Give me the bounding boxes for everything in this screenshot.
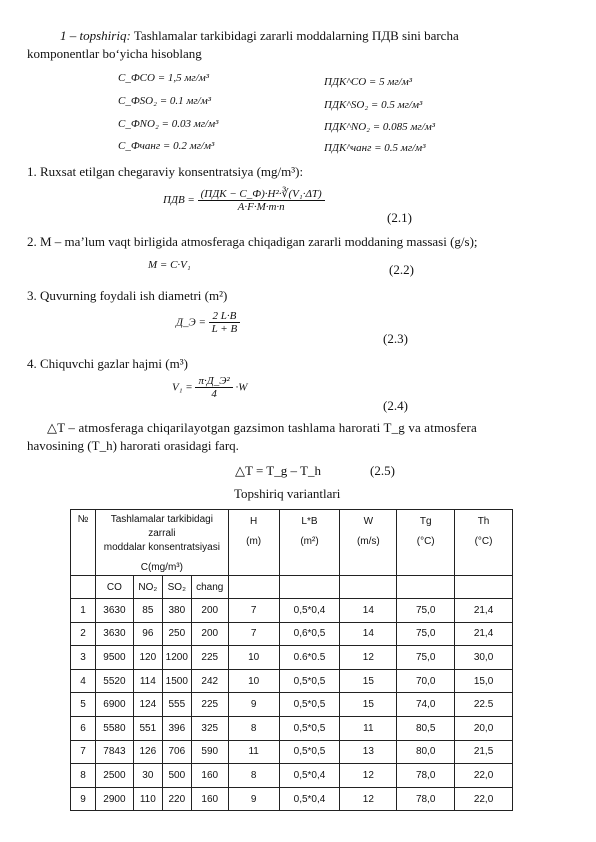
eq-2-2-number: (2.2) (389, 262, 414, 277)
formula-2-4-numerator: π·Д_Э² (195, 375, 232, 388)
cell-no2: 85 (133, 599, 162, 623)
cell-number: 6 (71, 716, 96, 740)
cell-co: 6900 (95, 693, 133, 717)
task-text-line1: Tashlamalar tarkibidagi zararli moddalarning ПДВ sini barcha (133, 28, 459, 43)
formula-2-3-numerator: 2 L·B (209, 310, 241, 323)
formula-2-1 (163, 187, 325, 213)
cell-co: 2900 (95, 787, 133, 811)
cell-w: 12 (340, 764, 397, 788)
cell-tg: 80,5 (397, 716, 455, 740)
table-header-row (71, 510, 513, 576)
given-c-co: C_ФCO = 1,5 мг/м³ (118, 72, 210, 84)
cell-h: 9 (228, 787, 279, 811)
table-row (71, 787, 513, 811)
table-row (71, 764, 513, 788)
cell-no2: 120 (133, 646, 162, 670)
cell-number: 5 (71, 693, 96, 717)
formula-2-1-denominator: A·F·M·m·n (237, 201, 285, 213)
item3-title: 3. Quvurning foydali ish diametri (m²) (27, 288, 228, 303)
task-text-line2: komponentlar bo‘yicha hisoblang (27, 46, 202, 61)
cell-so2: 396 (162, 716, 191, 740)
formula-2-4 (172, 375, 247, 400)
cell-w: 14 (340, 599, 397, 623)
header-tg-unit: (°C) (416, 536, 435, 547)
given-pdk-no2: ПДК^NO₂ = 0.085 мг/м³ (324, 121, 436, 133)
cell-th: 22.5 (455, 693, 513, 717)
cell-no2: 96 (133, 622, 162, 646)
eq-2-5-number: (2.5) (370, 463, 395, 478)
cell-h: 11 (228, 740, 279, 764)
cell-no2: 126 (133, 740, 162, 764)
header-number: № (71, 510, 96, 576)
cell-no2: 551 (133, 716, 162, 740)
table-row (71, 646, 513, 670)
formula-2-4-tail: ·W (235, 381, 248, 394)
cell-h: 7 (228, 599, 279, 623)
table-row (71, 622, 513, 646)
cell-dust: 225 (191, 646, 228, 670)
cell-h: 10 (228, 669, 279, 693)
cell-dust: 160 (191, 787, 228, 811)
table-body (71, 599, 513, 811)
cell-co: 2500 (95, 764, 133, 788)
header-w-label: W (363, 516, 374, 527)
cell-lb: 0,5*0,4 (279, 787, 340, 811)
formula-2-5: △T = T_g – T_h (235, 463, 321, 478)
delta-t-text-line2: havosining (T_h) harorati orasidagi farq. (27, 438, 239, 453)
subheader-co: CO (95, 576, 133, 599)
header-concentration-line1: Tashlamalar tarkibidagi zarrali (110, 514, 213, 539)
cell-so2: 1200 (162, 646, 191, 670)
formula-2-1-lhs: ПДВ = (163, 194, 195, 206)
header-tg (397, 510, 455, 576)
formula-2-3-lhs: Д_Э = (176, 316, 206, 329)
eq-2-4-number: (2.4) (383, 398, 408, 413)
cell-co: 5520 (95, 669, 133, 693)
cell-co: 3630 (95, 599, 133, 623)
cell-h: 8 (228, 716, 279, 740)
table-row (71, 740, 513, 764)
cell-number: 1 (71, 599, 96, 623)
table-subheader-row (71, 576, 513, 599)
header-tg-label: Tg (419, 516, 432, 527)
cell-number: 7 (71, 740, 96, 764)
cell-so2: 555 (162, 693, 191, 717)
cell-co: 3630 (95, 622, 133, 646)
subheader-dust: chang (191, 576, 228, 599)
cell-no2: 124 (133, 693, 162, 717)
header-concentration-line2: moddalar konsentratsiyasi (103, 542, 220, 553)
cell-tg: 78,0 (397, 787, 455, 811)
cell-lb: 0,5*0,4 (279, 764, 340, 788)
cell-number: 3 (71, 646, 96, 670)
cell-so2: 380 (162, 599, 191, 623)
cell-lb: 0,5*0,5 (279, 693, 340, 717)
table-title: Topshiriq variantlari (234, 486, 341, 501)
formula-2-3-fraction (209, 310, 241, 335)
cell-lb: 0,5*0,4 (279, 599, 340, 623)
cell-so2: 706 (162, 740, 191, 764)
header-h (228, 510, 279, 576)
item4-title: 4. Chiquvchi gazlar hajmi (m³) (27, 356, 188, 371)
cell-h: 9 (228, 693, 279, 717)
formula-2-4-denominator: 4 (211, 388, 217, 400)
cell-so2: 220 (162, 787, 191, 811)
cell-so2: 1500 (162, 669, 191, 693)
cell-th: 21,5 (455, 740, 513, 764)
cell-w: 12 (340, 646, 397, 670)
subheader-empty (340, 576, 397, 599)
subheader-empty (228, 576, 279, 599)
header-concentration (95, 510, 228, 576)
cell-w: 14 (340, 622, 397, 646)
given-c-so2: C_ФSO₂ = 0.1 мг/м³ (118, 95, 212, 107)
cell-w: 15 (340, 669, 397, 693)
formula-2-1-fraction (198, 187, 325, 213)
cell-so2: 500 (162, 764, 191, 788)
header-th (455, 510, 513, 576)
cell-th: 30,0 (455, 646, 513, 670)
cell-co: 5580 (95, 716, 133, 740)
cell-no2: 30 (133, 764, 162, 788)
header-lb-unit: (m²) (300, 536, 319, 547)
given-pdk-so2: ПДК^SO₂ = 0.5 мг/м³ (324, 99, 423, 111)
cell-tg: 74,0 (397, 693, 455, 717)
header-w (340, 510, 397, 576)
formula-2-3 (176, 310, 240, 335)
cell-tg: 75,0 (397, 599, 455, 623)
cell-th: 20,0 (455, 716, 513, 740)
cell-dust: 325 (191, 716, 228, 740)
cell-so2: 250 (162, 622, 191, 646)
cell-dust: 160 (191, 764, 228, 788)
header-concentration-unit: C(mg/m³) (140, 562, 183, 573)
eq-2-1-number: (2.1) (387, 210, 412, 225)
table-row (71, 599, 513, 623)
cell-h: 7 (228, 622, 279, 646)
header-h-unit: (m) (246, 536, 262, 547)
item2-title: 2. M – ma’lum vaqt birligida atmosferaga chiqadigan zararli moddaning massasi (g/s); (27, 234, 478, 249)
cell-dust: 242 (191, 669, 228, 693)
cell-tg: 75,0 (397, 646, 455, 670)
cell-dust: 200 (191, 599, 228, 623)
subheader-no2: NO₂ (133, 576, 162, 599)
cell-th: 21,4 (455, 599, 513, 623)
formula-2-4-lhs: V₁ = (172, 381, 193, 394)
cell-lb: 0,5*0,5 (279, 716, 340, 740)
header-lb-label: L*B (301, 516, 318, 527)
cell-dust: 225 (191, 693, 228, 717)
header-th-label: Th (477, 516, 490, 527)
given-c-no2: C_ФNO₂ = 0.03 мг/м³ (118, 118, 219, 130)
header-h-label: H (250, 516, 258, 527)
given-c-dust: C_Фчанг = 0.2 мг/м³ (118, 140, 215, 152)
cell-co: 9500 (95, 646, 133, 670)
delta-t-text-line1: △T – atmosferaga chiqarilayotgan gazsimon tashlama harorati T_g va atmosfera (47, 420, 477, 435)
formula-2-2: M = C·V₁ (148, 259, 191, 271)
cell-h: 10 (228, 646, 279, 670)
subheader-empty (397, 576, 455, 599)
formula-2-1-numerator: (ПДК − C_Ф)·H²·∛(V₁·ΔT) (198, 187, 325, 201)
cell-th: 21,4 (455, 622, 513, 646)
cell-th: 15,0 (455, 669, 513, 693)
task-label: 1 – topshiriq: (60, 28, 131, 43)
cell-tg: 80,0 (397, 740, 455, 764)
task-heading (60, 28, 459, 44)
cell-no2: 114 (133, 669, 162, 693)
cell-w: 11 (340, 716, 397, 740)
subheader-empty (279, 576, 340, 599)
subheader-empty (71, 576, 96, 599)
table-row (71, 716, 513, 740)
table-row (71, 669, 513, 693)
cell-w: 13 (340, 740, 397, 764)
cell-number: 2 (71, 622, 96, 646)
cell-number: 8 (71, 764, 96, 788)
cell-w: 15 (340, 693, 397, 717)
header-th-unit: (°C) (474, 536, 493, 547)
cell-w: 12 (340, 787, 397, 811)
cell-dust: 200 (191, 622, 228, 646)
cell-lb: 0.6*0.5 (279, 646, 340, 670)
cell-th: 22,0 (455, 764, 513, 788)
cell-dust: 590 (191, 740, 228, 764)
cell-lb: 0,5*0,5 (279, 669, 340, 693)
cell-tg: 70,0 (397, 669, 455, 693)
cell-number: 9 (71, 787, 96, 811)
header-lb (279, 510, 340, 576)
cell-lb: 0,6*0,5 (279, 622, 340, 646)
cell-number: 4 (71, 669, 96, 693)
formula-2-4-fraction (195, 375, 232, 400)
formula-2-3-denominator: L + B (211, 323, 238, 335)
cell-co: 7843 (95, 740, 133, 764)
variants-table (70, 509, 513, 811)
cell-tg: 75,0 (397, 622, 455, 646)
header-w-unit: (m/s) (356, 536, 380, 547)
cell-h: 8 (228, 764, 279, 788)
eq-2-3-number: (2.3) (383, 331, 408, 346)
cell-tg: 78,0 (397, 764, 455, 788)
table-row (71, 693, 513, 717)
cell-th: 22,0 (455, 787, 513, 811)
given-pdk-co: ПДК^CO = 5 мг/м³ (324, 76, 413, 88)
cell-lb: 0,5*0,5 (279, 740, 340, 764)
subheader-empty (455, 576, 513, 599)
item1-title: 1. Ruxsat etilgan chegaraviy konsentratsiya (mg/m³): (27, 164, 304, 179)
subheader-so2: SO₂ (162, 576, 191, 599)
cell-no2: 110 (133, 787, 162, 811)
given-pdk-dust: ПДК^чанг = 0.5 мг/м³ (324, 142, 426, 154)
